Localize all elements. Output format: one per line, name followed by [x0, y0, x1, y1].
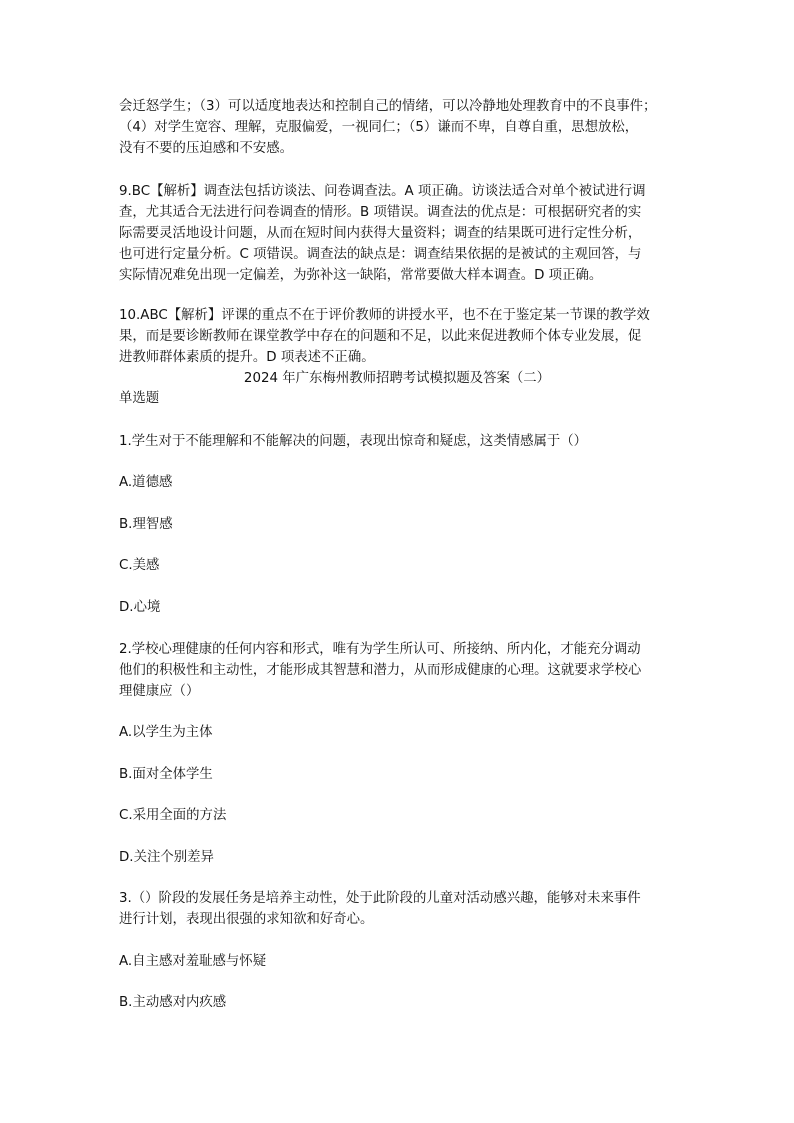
question-2-option-d: D.关注个别差异: [119, 850, 214, 865]
exam-title: 2024 年广东梅州教师招聘考试模拟题及答案（二）: [243, 371, 551, 386]
text-line: 果，而是要诊断教师在课堂教学中存在的问题和不足，以此来促进教师个体专业发展，促: [119, 329, 642, 344]
text-line: 理健康应（）: [119, 684, 200, 699]
text-line: 实际情况难免出现一定偏差，为弥补这一缺陷，常常要做大样本调查。D 项正确。: [119, 268, 603, 283]
text-line: 也可进行定量分析。C 项错误。调查法的缺点是：调查结果依据的是被试的主观回答，与: [119, 247, 642, 262]
text-line: 际需要灵活地设计问题，从而在短时间内获得大量资料；调查的结果既可进行定性分析，: [119, 226, 642, 241]
question-3-option-b: B.主动感对内疚感: [119, 995, 227, 1010]
text-line: 3.（）阶段的发展任务是培养主动性，处于此阶段的儿童对活动感兴趣，能够对未来事件: [119, 891, 641, 906]
answer-9-explanation: [119, 181, 679, 286]
answer-10-explanation: [119, 305, 679, 368]
question-1-option-c: C.美感: [119, 558, 160, 573]
question-1-stem: 1.学生对于不能理解和不能解决的问题，表现出惊奇和疑虑，这类情感属于（）: [119, 434, 588, 449]
text-line: 2.学校心理健康的任何内容和形式，唯有为学生所认可、所接纳、所内化，才能充分调动: [119, 642, 641, 657]
question-1-option-d: D.心境: [119, 600, 161, 615]
text-line: 10.ABC【解析】评课的重点不在于评价教师的讲授水平，也不在于鉴定某一节课的教学效: [119, 308, 650, 323]
text-line: 进行计划，表现出很强的求知欲和好奇心。: [119, 912, 374, 927]
text-line: 他们的积极性和主动性，才能形成其智慧和潜力，从而形成健康的心理。这就要求学校心: [119, 663, 642, 678]
question-2-option-b: B.面对全体学生: [119, 767, 213, 782]
question-2-option-a: A.以学生为主体: [119, 725, 213, 740]
text-line: 会迁怒学生；（3）可以适度地表达和控制自己的情绪，可以冷静地处理教育中的不良事件；: [119, 99, 657, 114]
answer-8-continuation: [119, 96, 679, 159]
text-line: 没有不要的压迫感和不安感。: [119, 141, 294, 156]
text-line: （4）对学生宽容、理解，克服偏爱，一视同仁；（5）谦而不卑，自尊自重，思想放松，: [119, 120, 639, 135]
text-line: 9.BC【解析】调查法包括访谈法、问卷调查法。A 项正确。访谈法适合对单个被试进行调: [119, 184, 646, 199]
text-line: 进教师群体素质的提升。D 项表述不正确。: [119, 350, 375, 365]
question-1-option-b: B.理智感: [119, 517, 173, 532]
question-3-stem: [119, 888, 679, 930]
section-label: 单选题: [119, 391, 160, 406]
question-1-option-a: A.道德感: [119, 475, 173, 490]
question-3-option-a: A.自主感对羞耻感与怀疑: [119, 954, 267, 969]
question-2-option-c: C.采用全面的方法: [119, 808, 227, 823]
text-line: 查，尤其适合无法进行问卷调查的情形。B 项错误。调查法的优点是：可根据研究者的实: [119, 205, 642, 220]
question-2-stem: [119, 639, 679, 702]
